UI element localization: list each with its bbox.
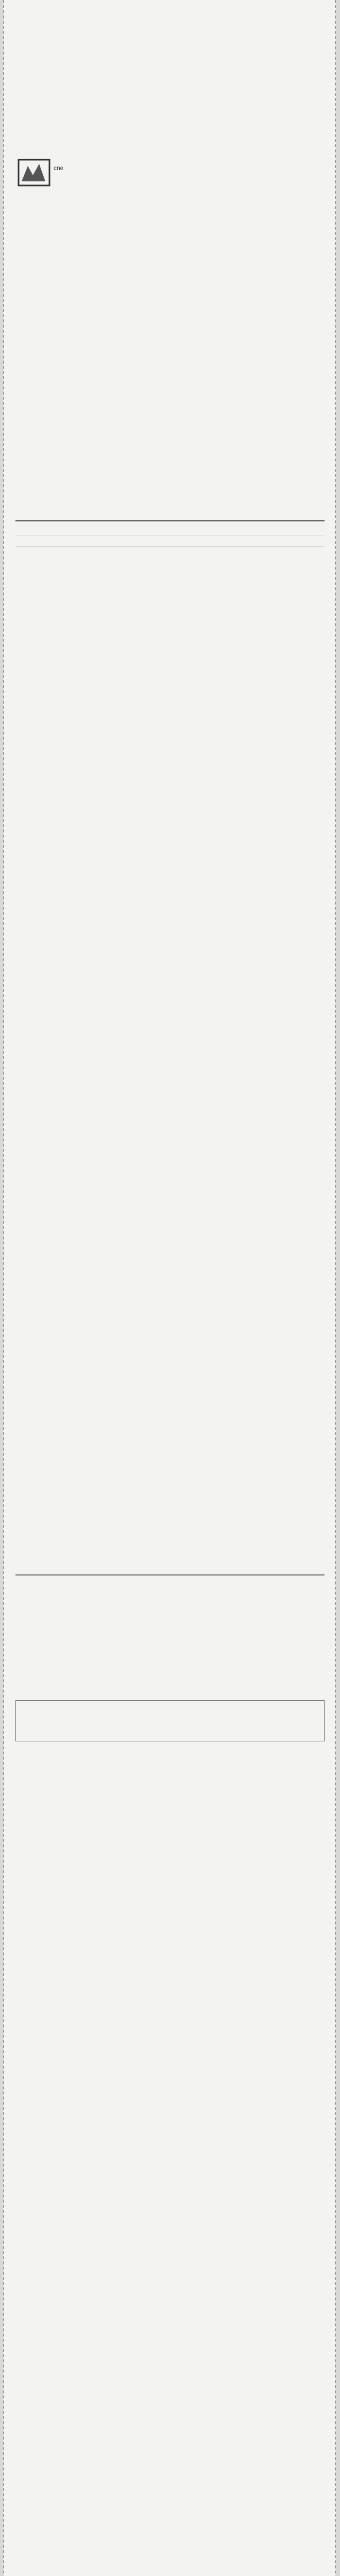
observaciones-box: [15, 1700, 325, 1741]
cols-header-row: [15, 535, 325, 547]
acta-receipt: [3, 0, 336, 2576]
resumen-grid: [15, 1574, 325, 1575]
cne-logo-icon: [18, 155, 81, 198]
votes-table: [15, 520, 325, 547]
acta-header: [154, 155, 324, 162]
svg-text:cne: cne: [54, 164, 64, 172]
resumen-section: [15, 1571, 325, 1575]
votes-header-row: [15, 520, 325, 535]
